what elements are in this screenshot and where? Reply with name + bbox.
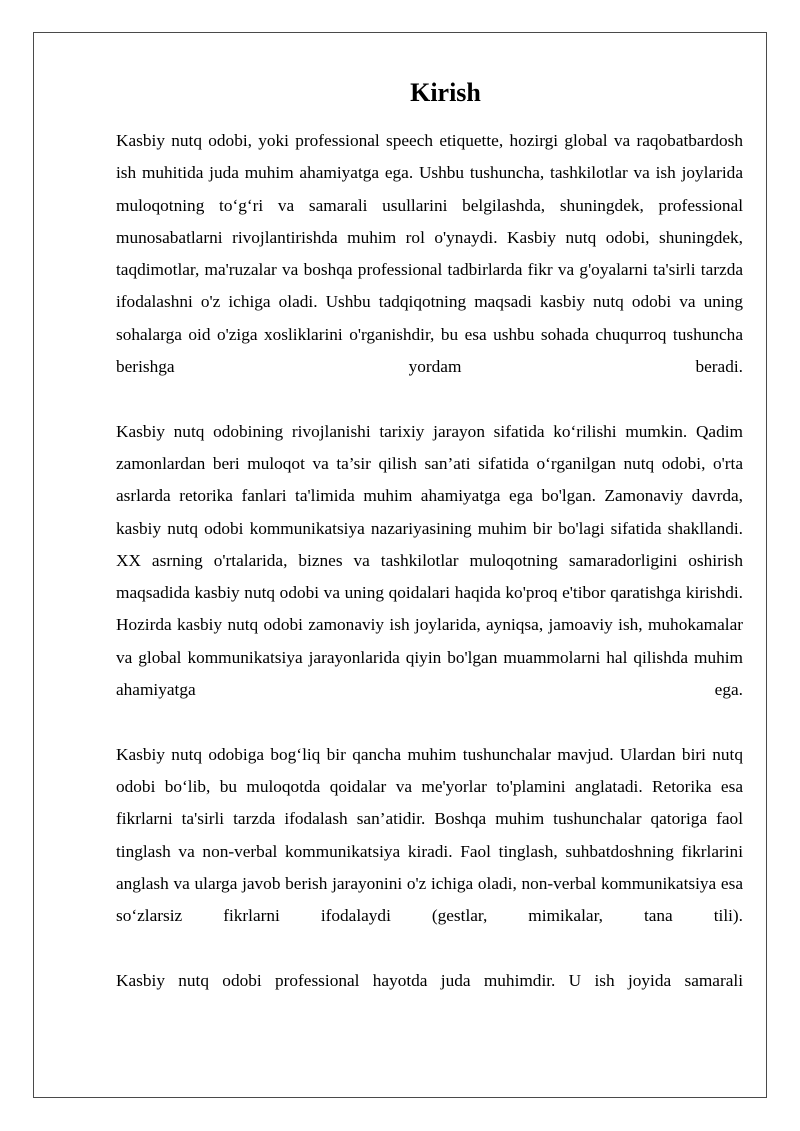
page-title: Kirish xyxy=(410,78,481,107)
paragraph-concepts: Kasbiy nutq odobiga bog‘liq bir qancha muhim tushunchalar mavjud. Ulardan biri nutq odobi bo‘lib, bu muloqotda qoidalar va me'yorlar to'plamini anglatadi. Retorika esa fikrlarni ta'sirli tarzda ifodalash san’atidir. Boshqa muhim tushunchalar qatoriga faol tinglash va non-verbal kommunikatsiya kiradi. Faol tinglash, suhbatdoshning fikrlarini anglash va ularga javob berish jarayonini o'z ichiga oladi, non-verbal kommunikatsiya esa so‘zlarsiz fikrlarni ifodalaydi (gestlar, mimikalar, tana tili). xyxy=(116,744,743,926)
paragraph-history: Kasbiy nutq odobining rivojlanishi tarixiy jarayon sifatida ko‘rilishi mumkin. Qadim zamonlardan beri muloqot va ta’sir qilish san’ati sifatida o‘rganilgan nutq odobi, o'rta asrlarda retorika fanlari ta'limida muhim ahamiyatga ega bo'lgan. Zamonaviy davrda, kasbiy nutq odobi kommunikatsiya nazariyasining muhim bir bo'lagi sifatida shakllandi. XX asrning o'rtalarida, biznes va tashkilotlar muloqotning samaradorligini oshirish maqsadida kasbiy nutq odobi va uning qoidalari haqida ko'proq e'tibor qaratishga kirishdi. Hozirda kasbiy nutq odobi zamonaviy ish joylarida, ayniqsa, jamoaviy ish, muhokamalar va global kommunikatsiya jarayonlarida qiyin bo'lgan muammolarni hal qilishda muhim ahamiyatga ega. xyxy=(116,421,743,700)
paragraph-importance: Kasbiy nutq odobi professional hayotda juda muhimdir. U ish joyida samarali xyxy=(116,970,743,990)
document-body xyxy=(116,75,743,997)
page-frame xyxy=(33,32,767,1098)
paragraph-intro: Kasbiy nutq odobi, yoki professional speech etiquette, hozirgi global va raqobatbardosh ish muhitida juda muhim ahamiyatga ega. Ushbu tushuncha, tashkilotlar va ish joylarida muloqotning to‘g‘ri va samarali usullarini belgilashda, shuningdek, professional munosabatlarni rivojlantirishda muhim rol o'ynaydi. Kasbiy nutq odobi, shuningdek, taqdimotlar, ma'ruzalar va boshqa professional tadbirlarda fikr va g'oyalarni ta'sirli tarzda ifodalashni o'z ichiga oladi. Ushbu tadqiqotning maqsadi kasbiy nutq odobi va uning sohalarga oid o'ziga xosliklarini o'rganishdir, bu esa ushbu sohada chuqurroq tushuncha berishga yordam beradi. xyxy=(116,131,743,377)
